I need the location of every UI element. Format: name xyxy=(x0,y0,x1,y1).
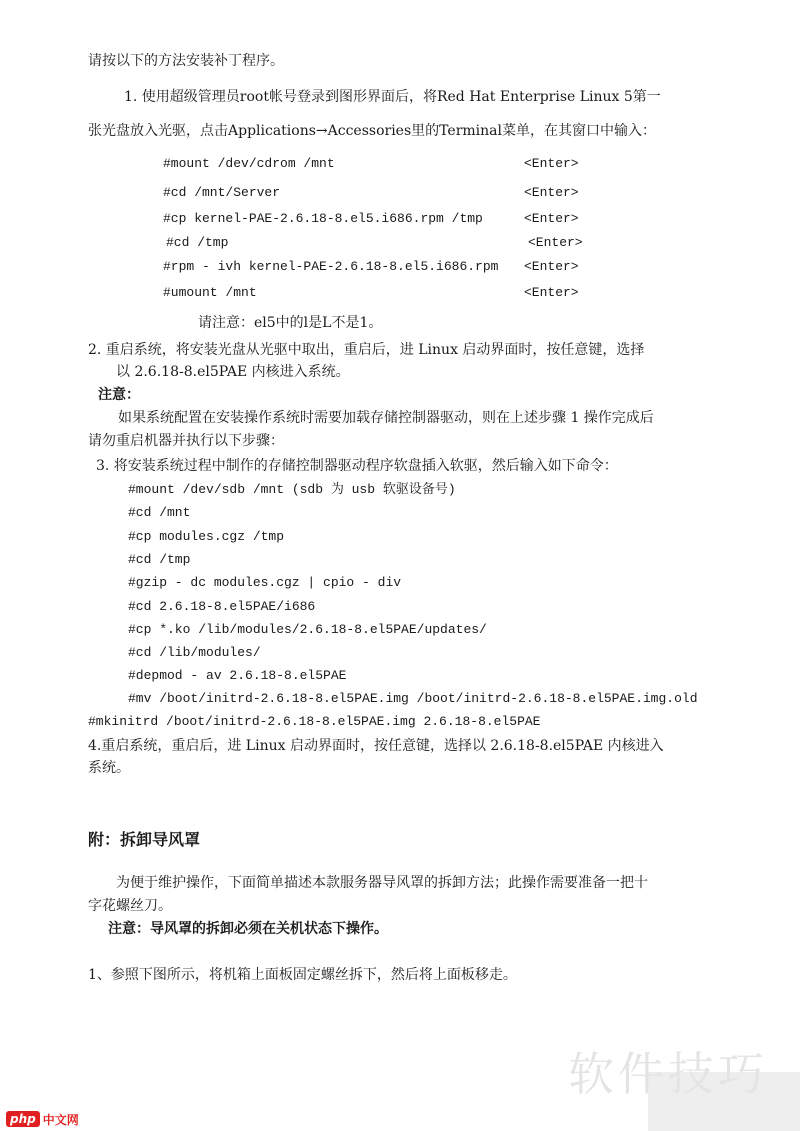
enter-key-label: <Enter> xyxy=(528,235,583,250)
enter-key-label: <Enter> xyxy=(524,156,579,171)
enter-key-label: <Enter> xyxy=(524,285,579,300)
command-line: #mount /dev/cdrom /mnt xyxy=(163,156,335,171)
command-line: #cd /tmp xyxy=(128,552,191,567)
mkinitrd-command: #mkinitrd /boot/initrd-2.6.18-8.el5PAE.img 2.6.18-8.el5PAE xyxy=(88,714,541,729)
command-line: #depmod - av 2.6.18-8.el5PAE xyxy=(128,668,347,683)
el5-note: 请注意：el5中的l是L不是1。 xyxy=(198,315,383,331)
command-line: #mv /boot/initrd-2.6.18-8.el5PAE.img /boot/initrd-2.6.18-8.el5PAE.img.old xyxy=(128,691,698,706)
step1-line2: 张光盘放入光驱，点击Applications→Accessories里的Terminal菜单，在其窗口中输入： xyxy=(88,123,656,139)
enter-key-label: <Enter> xyxy=(524,259,579,274)
notice-line1: 如果系统配置在安装操作系统时需要加载存储控制器驱动，则在上述步骤 1 操作完成后 xyxy=(118,410,654,426)
command-line: #umount /mnt xyxy=(163,285,257,300)
step3-line1: 3. 将安装系统过程中制作的存储控制器驱动程序软盘插入软驱，然后输入如下命令： xyxy=(96,458,618,474)
watermark-text: 软件技巧 xyxy=(568,1047,768,1101)
command-line: #cd 2.6.18-8.el5PAE/i686 xyxy=(128,599,316,614)
command-line: #cp kernel-PAE-2.6.18-8.el5.i686.rpm /tmp xyxy=(163,211,483,226)
command-line: #cd /mnt xyxy=(128,505,191,520)
logo-badge: php xyxy=(6,1111,40,1127)
notice-label: 注意： xyxy=(98,387,140,403)
appendix-para-line1: 为便于维护操作，下面简单描述本款服务器导风罩的拆卸方法；此操作需要准备一把十 xyxy=(116,875,648,891)
command-line: #cd /lib/modules/ xyxy=(128,645,261,660)
step2-line1: 2. 重启系统，将安装光盘从光驱中取出，重启后，进 Linux 启动界面时，按任意键，选择 xyxy=(88,342,645,358)
notice-line2: 请勿重启机器并执行以下步骤： xyxy=(88,433,284,449)
enter-key-label: <Enter> xyxy=(524,185,579,200)
command-line: #cp *.ko /lib/modules/2.6.18-8.el5PAE/updates/ xyxy=(128,622,487,637)
command-line: #gzip - dc modules.cgz | cpio - div xyxy=(128,575,402,590)
command-line: #cd /tmp xyxy=(166,235,229,250)
appendix-para-line2: 字花螺丝刀。 xyxy=(88,898,172,914)
command-line: #cd /mnt/Server xyxy=(163,185,281,200)
logo-text: 中文网 xyxy=(42,1112,79,1127)
appendix-title: 附：拆卸导风罩 xyxy=(88,830,201,849)
step2-line2: 以 2.6.18-8.el5PAE 内核进入系统。 xyxy=(116,364,350,380)
command-line: #mount /dev/sdb /mnt (sdb 为 usb 软驱设备号) xyxy=(128,482,456,497)
command-line: #rpm - ivh kernel-PAE-2.6.18-8.el5.i686.rpm xyxy=(163,259,499,274)
step4-line1: 4.重启系统，重启后，进 Linux 启动界面时，按任意键，选择以 2.6.18-8.el5PAE 内核进入 xyxy=(88,738,664,754)
step4-line2: 系统。 xyxy=(88,760,130,776)
command-line: #cp modules.cgz /tmp xyxy=(128,529,285,544)
intro-text: 请按以下的方法安装补丁程序。 xyxy=(88,53,284,69)
appendix-step1: 1、参照下图所示，将机箱上面板固定螺丝拆下，然后将上面板移走。 xyxy=(88,967,517,983)
step1-line1: 1. 使用超级管理员root帐号登录到图形界面后，将Red Hat Enterprise Linux 5第一 xyxy=(124,89,661,105)
site-logo xyxy=(6,1110,79,1128)
enter-key-label: <Enter> xyxy=(524,211,579,226)
appendix-warning: 注意：导风罩的拆卸必须在关机状态下操作。 xyxy=(108,921,388,937)
